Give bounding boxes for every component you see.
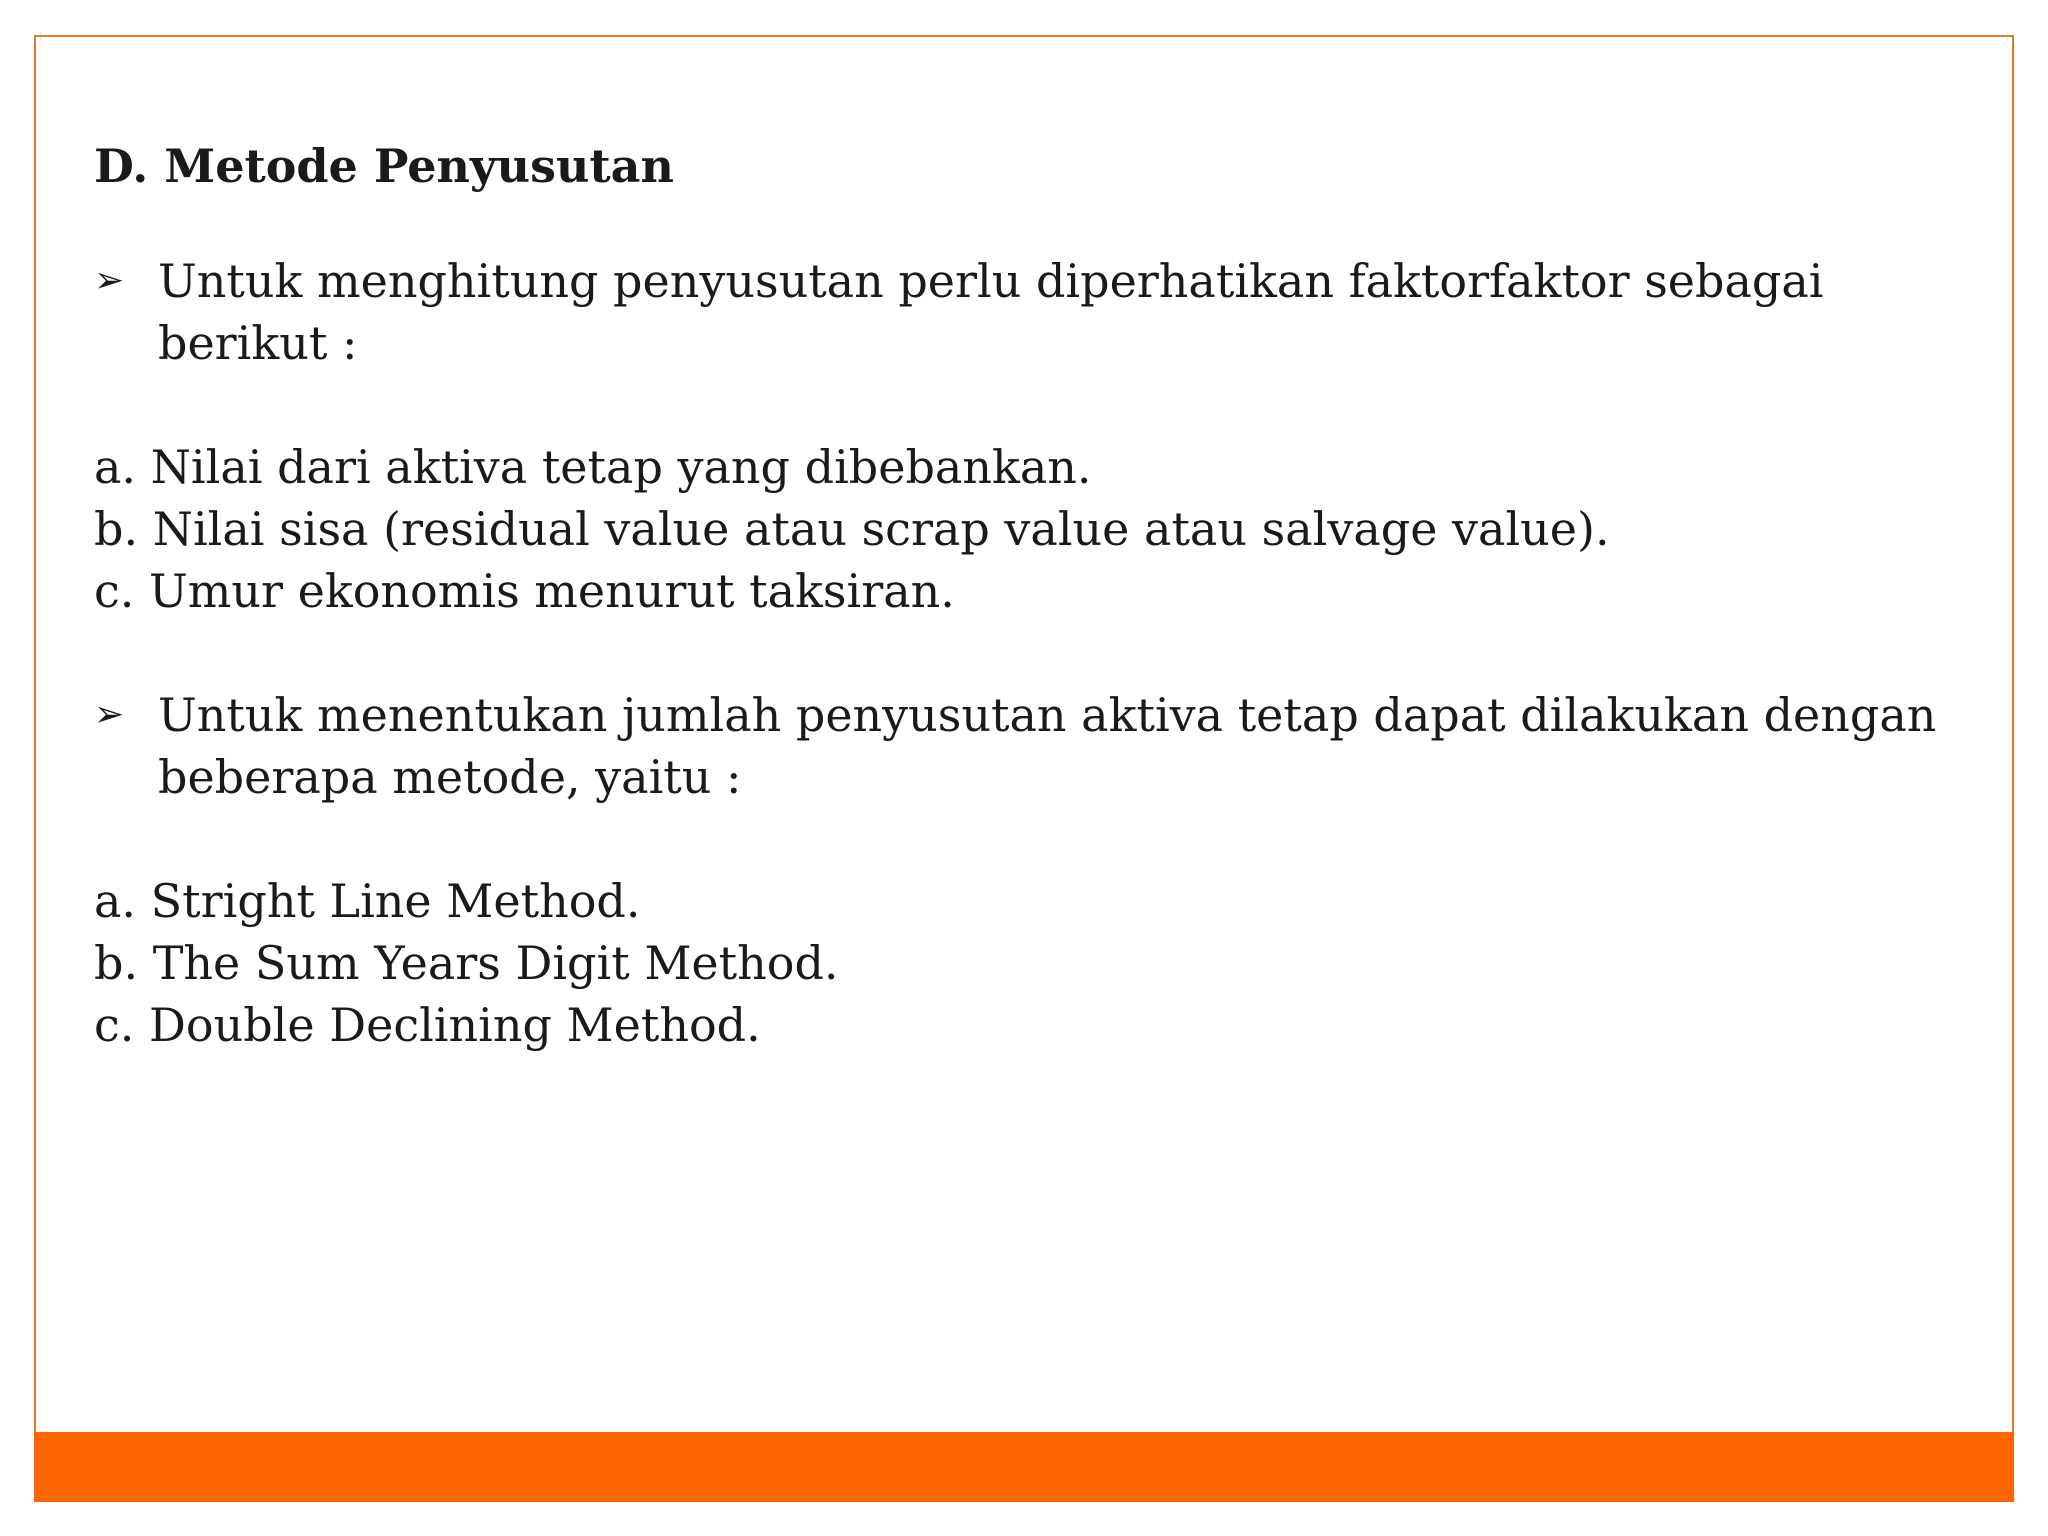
footer-bar	[34, 1432, 2014, 1502]
factor-item-a: a. Nilai dari aktiva tetap yang dibebankan.	[94, 440, 1092, 494]
factor-item-b: b. Nilai sisa (residual value atau scrap value atau salvage value).	[94, 502, 1610, 556]
method-item-c: c. Double Declining Method.	[94, 998, 761, 1052]
bullet-text: Untuk menghitung penyusutan perlu diperhatikan faktorfaktor sebagai berikut :	[158, 254, 1824, 370]
arrowhead-bullet-icon: ➢	[94, 260, 125, 301]
bullet-item-methods	[94, 684, 1974, 808]
method-item-b: b. The Sum Years Digit Method.	[94, 936, 839, 990]
slide-title: D. Metode Penyusutan	[94, 139, 674, 193]
factor-item-c: c. Umur ekonomis menurut taksiran.	[94, 564, 955, 618]
slide-content	[94, 138, 1974, 1056]
method-item-a: a. Stright Line Method.	[94, 874, 641, 928]
bullet-item-factors	[94, 250, 1974, 374]
bullet-text: Untuk menentukan jumlah penyusutan aktiva tetap dapat dilakukan dengan beberapa metode, yaitu :	[158, 688, 1937, 804]
arrowhead-bullet-icon: ➢	[94, 694, 125, 735]
